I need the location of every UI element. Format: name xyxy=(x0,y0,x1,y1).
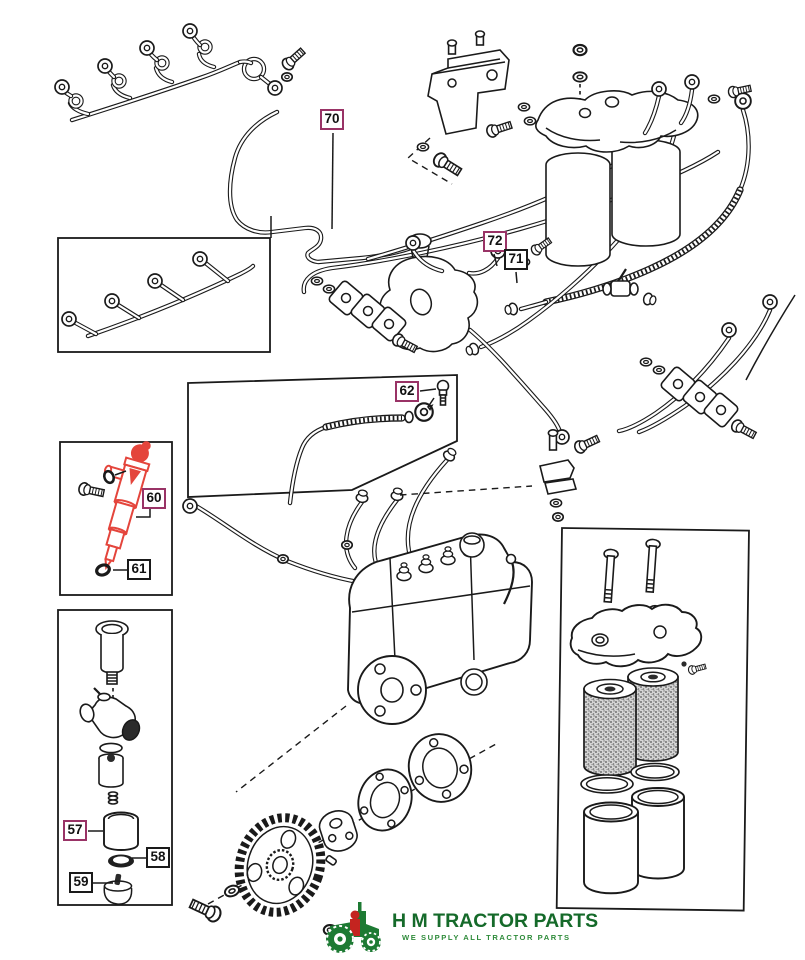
banjo-bolt-and-nut xyxy=(280,46,307,81)
callout-72-text: 72 xyxy=(487,233,503,248)
callout-59 xyxy=(69,872,93,893)
brand-tagline: WE SUPPLY ALL TRACTOR PARTS xyxy=(402,932,571,942)
brand-name: H M TRACTOR PARTS xyxy=(392,909,599,932)
callout-71 xyxy=(504,249,528,270)
callout-61 xyxy=(127,559,151,580)
callout-71-text: 71 xyxy=(508,251,524,266)
callout-60-text: 60 xyxy=(146,490,162,505)
callout-58 xyxy=(146,847,170,868)
detail-box-leak-off-rail xyxy=(58,216,271,352)
gasket-plates-right xyxy=(640,358,757,441)
callout-57 xyxy=(63,820,87,841)
leak-off-pipe-assembly xyxy=(55,24,282,120)
tractor-icon xyxy=(322,896,386,956)
callout-57-text: 57 xyxy=(67,822,83,837)
injection-pump xyxy=(236,533,532,792)
mounting-bracket xyxy=(408,31,509,184)
callout-70 xyxy=(320,109,344,130)
detail-box-filter-parts xyxy=(557,528,749,911)
callout-58-text: 58 xyxy=(150,849,166,864)
brand-logo xyxy=(322,896,598,956)
pipe-clamp-bracket xyxy=(400,430,576,521)
callout-61-text: 61 xyxy=(131,561,147,576)
callout-62 xyxy=(395,381,419,402)
lift-pump-outlet-pipe xyxy=(470,330,601,455)
callout-70-text: 70 xyxy=(324,111,340,126)
callout-60 xyxy=(142,488,166,509)
callout-59-text: 59 xyxy=(73,874,89,889)
callout-62-text: 62 xyxy=(399,383,415,398)
